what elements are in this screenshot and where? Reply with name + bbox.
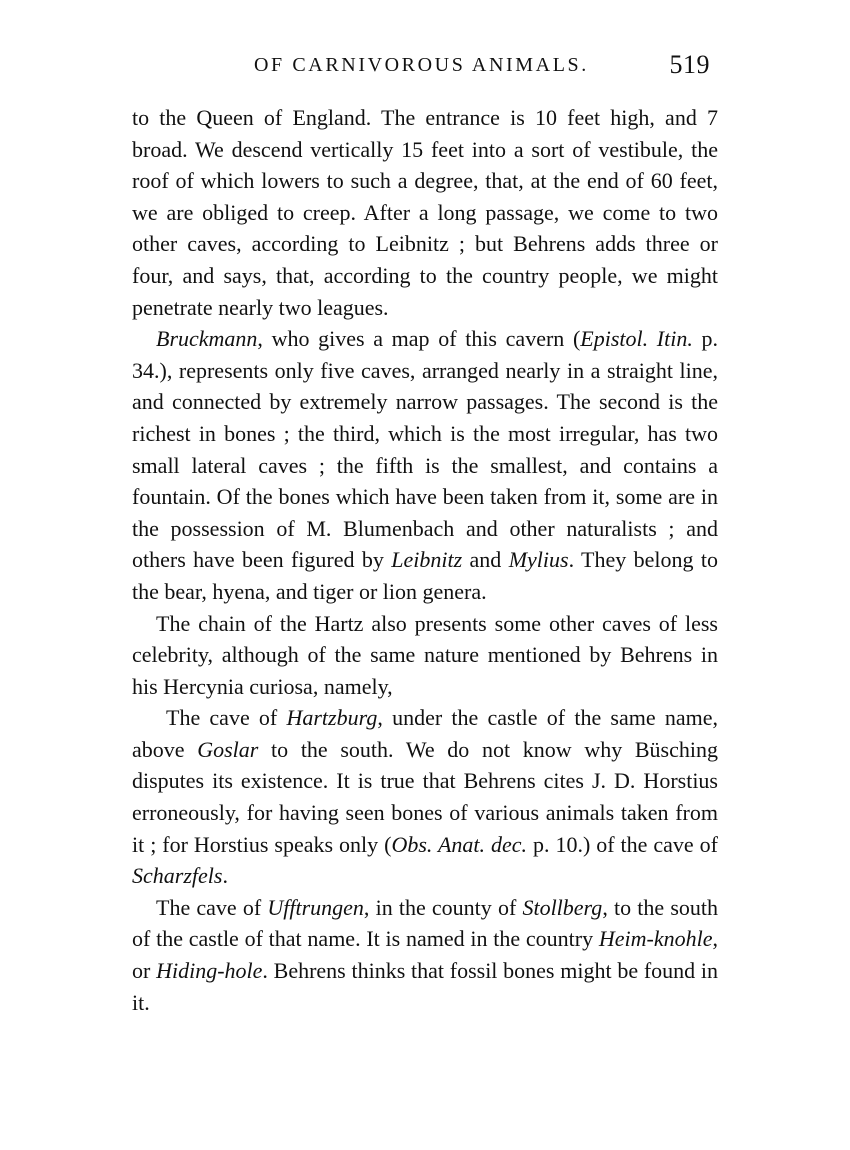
- italic-text-segment: Goslar: [197, 736, 259, 762]
- italic-text-segment: Epistol. Itin.: [580, 326, 693, 352]
- running-title: OF CARNIVOROUS ANIMALS.: [254, 54, 589, 76]
- text-segment: The cave of: [166, 705, 287, 731]
- text-segment: p. 10.) of the cave of: [527, 831, 718, 857]
- italic-text-segment: Hartzburg: [286, 705, 378, 731]
- italic-text-segment: Leibnitz: [391, 547, 463, 573]
- italic-text-segment: Hiding-hole: [156, 958, 263, 984]
- paragraph-5: [132, 892, 718, 1018]
- text-segment: , who gives a map of this cavern (: [257, 326, 581, 352]
- paragraph-2: [132, 323, 718, 607]
- paragraph-3: [132, 608, 718, 703]
- italic-text-segment: Ufftrungen: [267, 894, 364, 920]
- text-segment: to the Queen of England. The entrance is 10 feet high, and 7 broad. We descend vertically 15 feet into a sort of vestibule, the roof of which lowers to such a degree, that, at the end of 60 feet, we are obliged to creep. After a long passage, we come to two other caves, according to Leibnitz ; but Behrens adds three or four, and says, that, according to the country people, we might penetrate nearly two leagues.: [132, 105, 718, 320]
- page-number: 519: [669, 50, 710, 79]
- book-page: [132, 50, 718, 1018]
- text-segment: , under the castle of the same name, above: [132, 705, 718, 762]
- text-segment: . They belong to the bear, hyena, and tiger or lion genera.: [132, 547, 719, 604]
- text-segment: , to the south of the castle of that name. It is named in the country: [132, 894, 718, 952]
- italic-text-segment: Bruckmann: [156, 326, 258, 352]
- paragraph-4: [132, 702, 718, 892]
- text-segment: .: [222, 863, 228, 889]
- italic-text-segment: Heim-knohle: [598, 926, 713, 952]
- text-segment: . Behrens thinks that fossil bones might be found in it.: [132, 958, 719, 1015]
- body-text: [132, 102, 718, 1018]
- text-segment: The chain of the Hartz also presents some other caves of less celebrity, although of the same nature mentioned by Behrens in his Hercynia curiosa, namely,: [132, 610, 718, 699]
- text-segment: p. 34.), represents only five caves, arranged nearly in a straight line, and connected by extremely narrow passages. The second is the richest in bones ; the third, which is the most irregular, has two small lateral caves ; the fifth is the smallest, and contains a fountain. Of the bones which have been taken from it, some are in the possession of M. Blumenbach and other naturalists ; and others have been figured by: [132, 326, 719, 573]
- paragraph-1: [132, 102, 718, 323]
- italic-text-segment: Scharzfels: [132, 863, 223, 889]
- italic-text-segment: Stollberg: [522, 894, 603, 920]
- running-head: [132, 50, 718, 84]
- text-segment: , or: [132, 926, 718, 984]
- text-segment: , in the county of: [363, 894, 523, 920]
- text-segment: and: [462, 547, 509, 573]
- text-segment: to the south. We do not know why Büsching disputes its existence. It is true that Behrens cites J. D. Horstius erroneously, for having seen bones of various animals taken from it ; for Horstius speaks only (: [132, 736, 718, 857]
- italic-text-segment: Obs. Anat. dec.: [391, 831, 528, 857]
- italic-text-segment: Mylius: [508, 547, 569, 573]
- text-segment: The cave of: [156, 894, 268, 920]
